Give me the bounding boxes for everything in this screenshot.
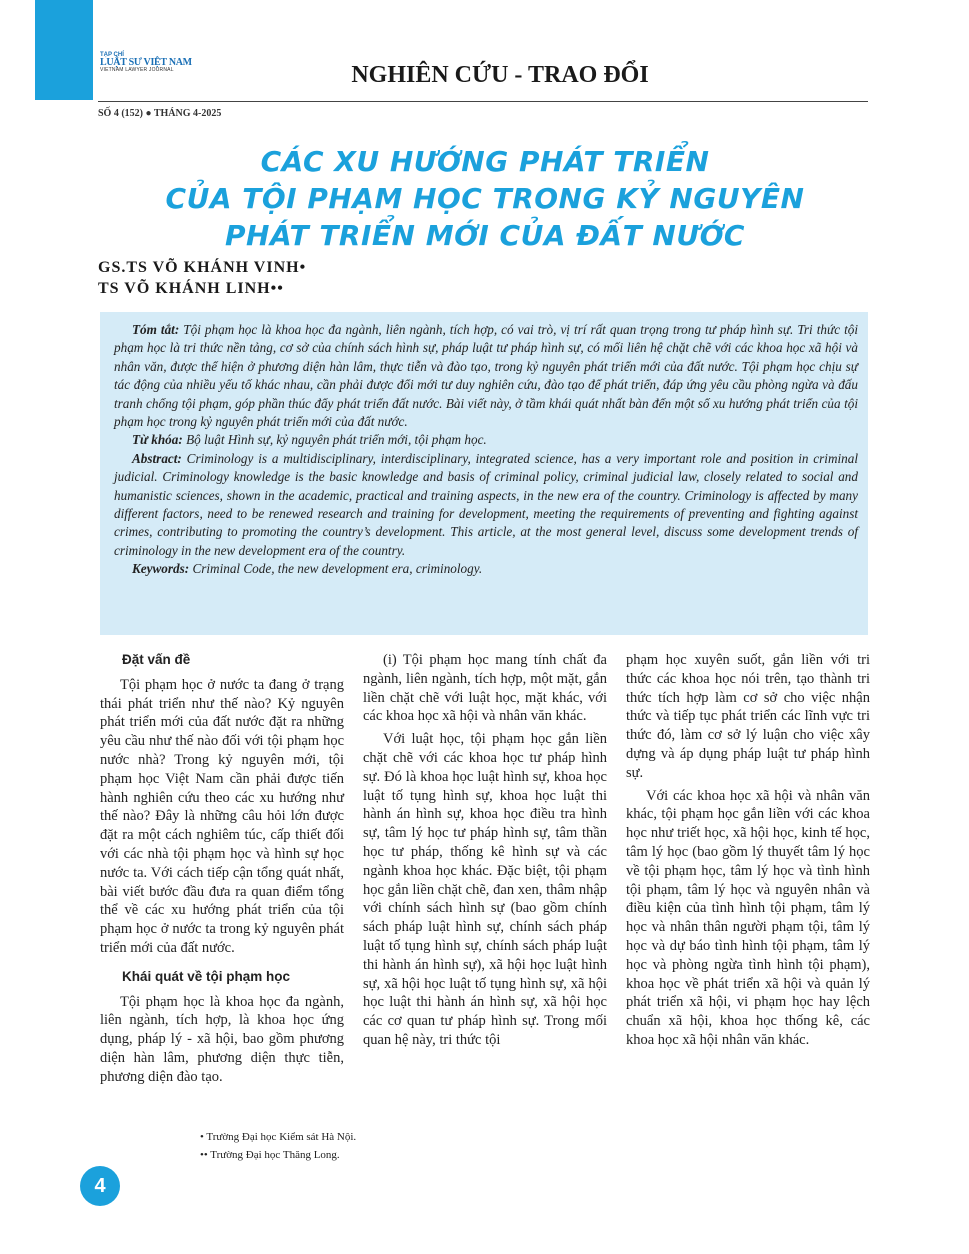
column-3 [626, 651, 870, 1121]
keywords-vi-label: Từ khóa: [132, 432, 183, 448]
paragraph: phạm học xuyên suốt, gắn liền với tri thức các khoa học nói trên, tạo thành tri thức tích hợp làm cơ sở cho việc nhận thức và tiếp tục phát triển các lĩnh vực tri thức đó, làm cơ sở lý luận cho việc xây dựng và áp dụng pháp luật tư pháp hình sự. [626, 652, 870, 781]
abstract-en-text: Criminology is a multidisciplinary, interdisciplinary, integrated science, has a very important role and position in criminal judicial. Criminology knowledge is the basic knowledge and basis of criminal policy, criminal judicial law, closely related to social and humanistic sciences, shown in the academic, practical and training aspects, in the new era of the country. Criminology is affected by many different factors, need to be renewed research and training for development, meeting the requirements of preventing and fighting against crimes, contributing to promoting the country’s development. This article, at the most general level, discuss some development trends of criminology in the new development era of the country. [114, 450, 858, 558]
heading-introduction: Đặt vấn đề [122, 652, 191, 667]
keywords-vi-text: Bộ luật Hình sự, kỷ nguyên phát triển mới, tội phạm học. [182, 432, 487, 448]
section-title: NGHIÊN CỨU - TRAO ĐỔI [351, 62, 649, 88]
paragraph: Tội phạm học là khoa học đa ngành, liên ngành, tích hợp, là khoa học ứng dụng, pháp lý - xã hội, bao gồm phương diện hàn lâm, phương diện thực tiễn, phương diện đào tạo. [100, 993, 344, 1085]
title-line: CÁC XU HƯỚNG PHÁT TRIỂN [260, 145, 710, 178]
title-line: CỦA TỘI PHẠM HỌC TRONG KỶ NGUYÊN [165, 182, 805, 215]
author-1: GS.TS VÕ KHÁNH VINH• [98, 259, 307, 276]
summary-vi [114, 321, 858, 431]
heading-overview: Khái quát về tội phạm học [122, 968, 291, 984]
keywords-en-text: Criminal Code, the new development era, criminology. [189, 561, 483, 577]
footnote: •• Trường Đại học Thăng Long. [200, 1149, 340, 1161]
footnote: • Trường Đại học Kiểm sát Hà Nội. [200, 1131, 357, 1143]
paragraph: Tội phạm học ở nước ta đang ở trạng thái phát triển như thế nào? Kỷ nguyên phát triển mới của đất nước đặt ra những yêu cầu như thế nào đối với tội phạm học nước nhà? Trong kỷ nguyên mới, tội phạm học Việt Nam cần phải được tiến hành nghiên cứu theo các xu hướng như thế nào? Đây là những câu hỏi lớn được đặt ra một cách nghiêm túc, cấp thiết đối với các nhà tội phạm học và hình sự học nước ta. Với cách tiếp cận tổng quát nhất, bài viết bước đầu đưa ra quan điểm tổng thể về các xu hướng phát triển của tội phạm học ở nước ta trong kỷ nguyên phát triển mới của đất nước. [100, 676, 344, 956]
abstract-box [100, 312, 868, 635]
paragraph: Với luật học, tội phạm học gắn liền chặt chẽ với các khoa học tư pháp hình sự. Đó là khoa học luật hình sự, khoa học luật tố tụng hình sự, khoa học luật thi hành án hình sự, khoa học điều tra hình sự, tâm lý học tư pháp hình sự, tâm thần học tư pháp, thống kê hình sự và các ngành khoa học khác. Đặc biệt, tội phạm học gắn liền chặt chẽ, đan xen, thâm nhập với chính sách hình sự (bao gồm chính sách pháp luật hình sự, chính sách pháp luật tố tụng hình sự, chính sách pháp luật thi hành án hình sự), xã hội học luật hình sự, xã hội học luật tố tụng hình sự, xã hội học luật thi hành án hình sự, xã hội học các cơ quan tư pháp hình sự. Trong mối quan hệ này, tri thức tội [363, 731, 607, 1048]
issue-info: SỐ 4 (152) ● THÁNG 4-2025 [98, 108, 222, 119]
keywords-en [114, 560, 858, 578]
author-2: TS VÕ KHÁNH LINH•• [98, 280, 284, 297]
summary-text: Tội phạm học là khoa học đa ngành, liên ngành, tích hợp, có vai trò, vị trí rất quan trọng trong tư pháp hình sự. Tri thức tội phạm học là tri thức nền tảng, cơ sở của chính sách hình sự, pháp luật tư pháp hình sự, có mối liên hệ chặt chẽ với các khoa học xã hội và nhân văn, được thể hiện ở phương diện hàn lâm, thực tiễn và đào tạo, trong kỷ nguyên phát triển mới của đất nước. Tội phạm học chịu sự tác động của nhiều yếu tố khác nhau, cần phải được đổi mới tư duy nghiên cứu, đào tạo để phát triển, đáp ứng yêu cầu phòng ngừa và đấu tranh chống tội phạm, góp phần thúc đẩy phát triển đất nước. Bài viết này, ở tầm khái quát nhất bàn đến một số xu hướng phát triển của tội phạm học trong kỷ nguyên phát triển mới của đất nước. [114, 322, 858, 430]
journal-label: TẠP CHÍ [100, 52, 124, 58]
footnotes [200, 1128, 356, 1164]
abstract-en [114, 450, 858, 560]
page-number: 4 [80, 1166, 120, 1206]
paragraph: (i) Tội phạm học mang tính chất đa ngành, liên ngành, tích hợp, một mặt, gắn liền chặt chẽ với luật học, mặt khác, với các khoa học xã hội và nhân văn khác. [363, 652, 607, 725]
keywords-vi [114, 431, 858, 449]
title-line: PHÁT TRIỂN MỚI CỦA ĐẤT NƯỚC [225, 219, 745, 252]
header-accent-bar [35, 0, 93, 100]
paragraph: Với các khoa học xã hội và nhân văn khác, tội phạm học gắn liền với các khoa học như triết học, xã hội học, kinh tế học, tâm lý học (bao gồm lý thuyết tâm lý học về tội phạm học, tâm lý học và tình hình tội phạm, tâm lý học và nguyên nhân và điều kiện của tình hình tội phạm, tâm lý học và nhân thân người phạm tội, tâm lý học và dự báo tình hình tội phạm, tâm lý học và phòng ngừa tình hình tội phạm), khoa học về phát triển xã hội và quản lý phát triển xã hội, vi phạm học hay lệch chuẩn xã hội, khoa học thống kê, các khoa học xã hội nhân văn khác. [626, 787, 870, 1048]
column-2 [363, 651, 607, 1121]
article-title [150, 143, 820, 254]
keywords-en-label: Keywords: [132, 561, 190, 577]
abstract-en-label: Abstract: [132, 450, 182, 466]
summary-label: Tóm tắt: [132, 322, 180, 337]
header-divider [98, 101, 868, 102]
column-1 [100, 651, 344, 1121]
journal-name: LUẬT SƯ VIỆT NAM [100, 57, 192, 68]
journal-english-name: VIETNAM LAWYER JOURNAL [100, 67, 174, 73]
journal-logo [100, 52, 212, 73]
body-columns [100, 651, 870, 1121]
